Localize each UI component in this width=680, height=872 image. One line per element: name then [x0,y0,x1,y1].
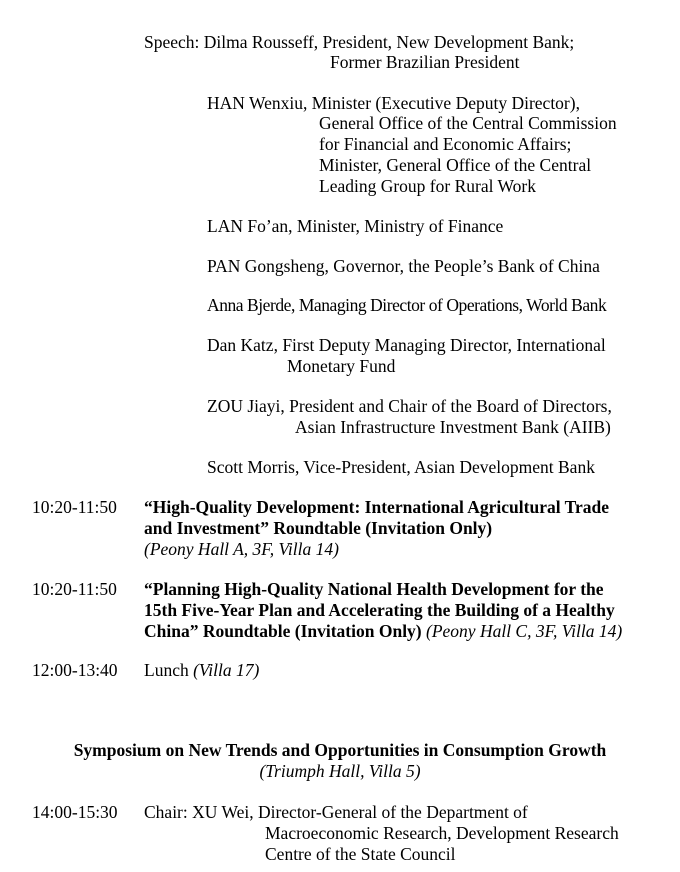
session-title-line-3 [144,620,622,642]
session-venue: (Peony Hall A, 3F, Villa 14) [144,539,339,559]
session-time: 10:20-11:50 [32,497,117,517]
session-venue: (Villa 17) [193,660,260,680]
chair-name: XU Wei, Director-General of the Department of [192,802,528,822]
session-title: “High-Quality Development: International Agricultural Trade [144,497,610,517]
chair-line-3: Centre of the State Council [265,844,456,864]
symposium-venue: (Triumph Hall, Villa 5) [259,761,421,781]
speech-main-speaker: Dilma Rousseff, President, New Development Bank; [203,32,575,52]
speaker-han-cont: General Office of the Central Commission [319,113,617,133]
session-title-cont: China” Roundtable (Invitation Only) [144,621,422,641]
session-title: “Planning High-Quality National Health Development for the [144,579,604,599]
speaker-zou: ZOU Jiayi, President and Chair of the Board of Directors, [207,396,612,416]
speaker-han-cont: Leading Group for Rural Work [319,176,536,196]
speaker-pan: PAN Gongsheng, Governor, the People’s Bank of China [207,256,600,276]
session-title-cont: and Investment” Roundtable (Invitation Only) [144,518,493,538]
chair-label: Chair: [144,802,188,822]
speaker-bjerde: Anna Bjerde, Managing Director of Operations, World Bank [207,295,607,315]
speaker-han-cont: Minister, General Office of the Central [319,155,592,175]
lunch-line [144,659,259,681]
speaker-lan: LAN Fo’an, Minister, Ministry of Finance [207,216,504,236]
speaker-katz-cont: Monetary Fund [287,356,396,376]
speaker-han: HAN Wenxiu, Minister (Executive Deputy Director), [207,93,580,113]
session-title-cont: 15th Five-Year Plan and Accelerating the Building of a Healthy [144,600,615,620]
speech-label: Speech: [144,32,200,52]
session-time: 10:20-11:50 [32,579,117,599]
speaker-katz: Dan Katz, First Deputy Managing Director, International [207,335,606,355]
session-title: Lunch [144,660,189,680]
speaker-zou-cont: Asian Infrastructure Investment Bank (AIIB) [295,417,611,437]
session-venue: (Peony Hall C, 3F, Villa 14) [426,621,623,641]
symposium-title: Symposium on New Trends and Opportunities in Consumption Growth [73,740,607,760]
speech-line-1 [144,31,574,53]
chair-time: 14:00-15:30 [32,802,118,822]
session-time: 12:00-13:40 [32,660,118,680]
speech-line-2: Former Brazilian President [330,52,520,72]
speaker-morris: Scott Morris, Vice-President, Asian Development Bank [207,457,595,477]
chair-line-2: Macroeconomic Research, Development Research [265,823,619,843]
speaker-han-cont: for Financial and Economic Affairs; [319,134,572,154]
chair-line-1 [144,801,528,823]
